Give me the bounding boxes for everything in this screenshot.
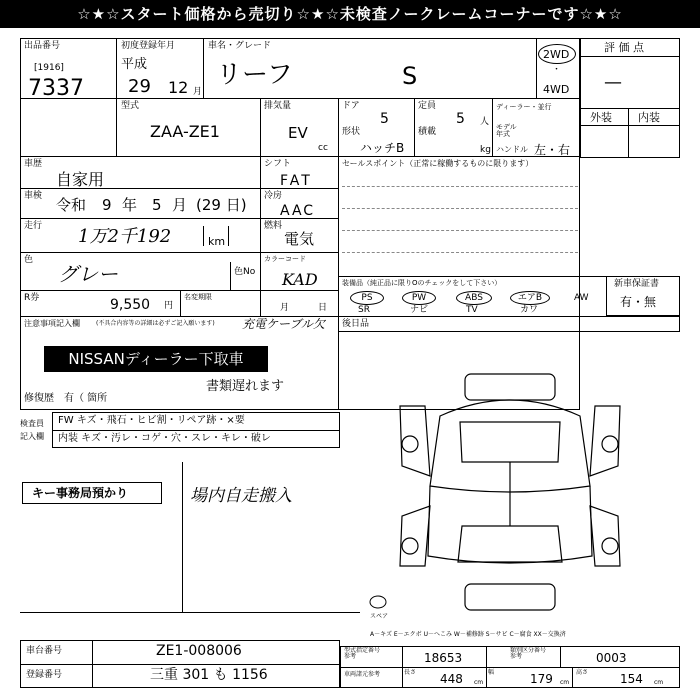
chassis-value: ZE1-008006 [156,643,242,659]
spare-label: スペア [370,613,389,620]
km-unit: km [208,235,226,248]
displacement-value: EV [288,124,308,142]
lot-number: 7337 [28,76,84,101]
windshield [460,422,560,462]
month-unit2: 月 [172,196,188,214]
right-rear-panel [590,506,620,566]
model-change-label: モデル 年式 [496,123,517,138]
notes-sub: (不具合内容等の詳細は必ずご記入願います) [96,320,215,327]
shape-label: 形状 [342,127,361,137]
color-no-label: 色No [234,267,256,277]
doors-label: ドア [342,101,360,111]
name-change-label: 名変期限 [184,293,212,301]
exterior-label: 外装 [590,111,612,124]
shift-label: シフト [264,159,292,169]
car-name: リーフ [216,60,293,90]
grade: S [402,62,418,90]
cm-unit-1: cm [474,679,484,686]
inspection-label: 車検 [24,191,43,201]
ac-value: AAC [280,203,316,219]
legend: A－キズ E－エクボ U－へこみ W－補修跡 S－サビ C－腐食 XX－交換済 [370,631,566,638]
new-warranty-label: 新車保証書 [614,279,660,289]
eq-aw[interactable]: AW [574,293,589,303]
interior-label: 内装 [638,111,660,124]
rear-seat-box [338,316,680,332]
handwritten-note: 場内自走搬入 [190,486,292,506]
drive-dot: ・ [552,65,562,75]
mileage-label: 走行 [24,221,43,231]
capacity-value: 5 [456,111,465,127]
color-value: グレー [58,262,118,286]
right-front-panel [590,406,620,476]
rating-value: — [604,72,622,93]
handle-value[interactable]: 左・右 [534,143,571,157]
eq-airbag[interactable]: エアB [510,291,550,305]
name-change-day: 日 [318,303,328,313]
length-label: 長さ [404,669,417,676]
load-label: 積載 [418,127,437,137]
left-front-panel [400,406,430,476]
color-label: 色 [24,255,34,265]
cm-unit-3: cm [654,679,664,686]
header-banner: ☆★☆スタート価格から売切り☆★☆未検査ノークレームコーナーです☆★☆ [0,0,700,28]
spare-tire-icon [368,594,388,610]
height-value: 154 [620,672,643,686]
month-unit: 月 [193,87,203,97]
width-value: 179 [530,672,553,686]
recycle-label: R券 [24,293,40,303]
drive-2wd: 2WD [543,48,570,61]
car-damage-diagram[interactable] [380,366,640,626]
shift-value: FAT [280,173,313,189]
handle-label: ハンドル [496,145,528,154]
name-change-month: 月 [280,303,290,313]
key-label: キー事務局預かり [32,486,129,500]
rear-bumper [465,584,555,610]
displacement-label: 排気量 [264,101,292,111]
reg-month: 12 [168,78,189,97]
inspector-label: 検査員 記入欄 [20,419,44,441]
dealer-label: ディーラー・並行 [496,103,552,111]
inspector-row2: 内装 キズ・汚レ・コゲ・穴・スレ・キレ・破レ [58,433,271,444]
docs-late: 書類遅れます [206,379,285,394]
eq-tv[interactable]: TV [466,305,478,315]
cm-unit-2: cm [560,679,570,686]
reg-year: 29 [128,76,151,97]
notes-label: 注意事項記入欄 [24,319,80,328]
color-code-value: KAD [282,270,318,289]
shape-value: ハッチB [360,141,405,155]
notes-handwritten: 充電ケーブル欠 [242,317,325,331]
reg-era: 平成 [121,57,148,72]
inspection-era: 令和 [56,196,87,214]
selling-points-label: セールスポイント（正常に稼働するものに限ります） [342,159,534,168]
color-code-label: カラーコード [264,255,306,263]
capacity-label: 定員 [418,101,437,111]
rear-window [458,526,562,562]
equipment-label: 装備品（純正品に限りOのチェックをして下さい） [342,279,502,287]
doors-value: 5 [380,111,389,127]
use-label: 車歴 [24,159,43,169]
rear-seat-label: 後日品 [342,319,370,329]
model-value: ZAA-ZE1 [150,122,220,141]
warranty-value[interactable]: 有・無 [620,295,657,309]
repair-label: 修復歴 [24,393,54,404]
length-value: 448 [440,672,463,686]
lot-label: 出品番号 [24,41,61,51]
yen-unit: 円 [164,301,174,311]
inspection-year: 9 [102,196,112,214]
first-reg-label: 初度登録年月 [121,41,176,51]
model-label: 型式 [121,101,140,111]
year-unit: 年 [122,196,138,214]
eq-leather[interactable]: カワ [520,305,539,315]
dims-label: 車両諸元参考 [344,671,381,678]
reg-no-value: 三重 301 も 1156 [150,667,268,683]
eq-abs[interactable]: ABS [456,291,492,305]
mileage-value: 1万2千192 [78,226,172,247]
drive-4wd: 4WD [543,83,570,96]
ac-label: 冷房 [264,191,283,201]
lot-sub: [1916] [34,63,64,73]
eq-sr[interactable]: SR [358,305,370,315]
class-no-value: 0003 [596,651,627,665]
inspection-month: 5 [152,196,162,214]
height-label: 高さ [576,669,589,676]
inspector-row1: FW キズ・飛石・ヒビ割・リペア跡・×要 [58,415,245,426]
type-no-value: 18653 [424,651,463,665]
use-value: 自家用 [56,170,105,189]
capacity-unit: 人 [480,117,490,127]
left-rear-panel [400,506,430,566]
eq-ps[interactable]: PS [350,291,384,305]
eq-pw[interactable]: PW [402,291,436,305]
reg-no-label: 登録番号 [26,670,63,680]
cc-unit: cc [318,143,328,153]
repair-value: 有（ 箇所 [64,393,108,404]
fuel-label: 燃料 [264,221,283,231]
dealer-tag: NISSANディーラー下取車 [44,346,268,372]
inspection-day: (29 日) [196,196,247,214]
width-label: 幅 [488,669,495,676]
eq-navi[interactable]: ナビ [410,305,429,315]
car-name-label: 車名・グレード [208,41,272,51]
type-no-label: 型式指定番号 参考 [344,647,381,660]
front-bumper [465,374,555,400]
class-no-label: 類別区分番号 参考 [510,647,547,660]
fuel-value: 電気 [284,230,315,248]
recycle-value: 9,550 [110,297,151,313]
chassis-label: 車台番号 [26,646,63,656]
kg-unit: kg [480,145,491,155]
rating-label: 評 価 点 [604,41,644,54]
